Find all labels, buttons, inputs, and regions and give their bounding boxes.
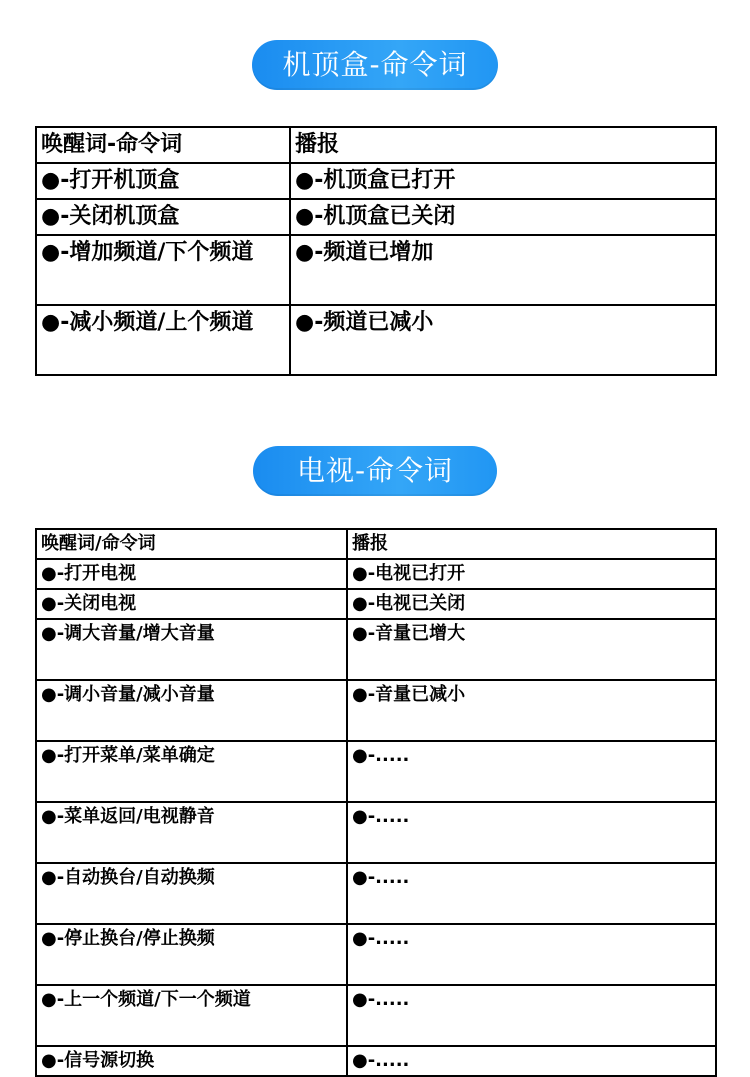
table-row bbox=[36, 741, 716, 802]
command-cell: ●-停止换台/停止换频 bbox=[36, 924, 347, 985]
broadcast-cell: ●-频道已减小 bbox=[290, 305, 716, 375]
header-cell-command: 唤醒词/命令词 bbox=[36, 529, 347, 559]
command-cell: ●-打开电视 bbox=[36, 559, 347, 589]
broadcast-cell: ●-机顶盒已打开 bbox=[290, 163, 716, 199]
broadcast-cell: ●-..... bbox=[347, 924, 716, 985]
table-header-row bbox=[36, 529, 716, 559]
command-cell: ●-减小频道/上个频道 bbox=[36, 305, 290, 375]
command-cell: ●-打开菜单/菜单确定 bbox=[36, 741, 347, 802]
broadcast-cell: ●-..... bbox=[347, 985, 716, 1046]
broadcast-cell: ●-..... bbox=[347, 802, 716, 863]
section-title-set-top-box: 机顶盒-命令词 bbox=[252, 40, 498, 90]
table-row bbox=[36, 863, 716, 924]
command-cell: ●-自动换台/自动换频 bbox=[36, 863, 347, 924]
header-cell-broadcast: 播报 bbox=[347, 529, 716, 559]
broadcast-cell: ●-频道已增加 bbox=[290, 235, 716, 305]
table-row bbox=[36, 619, 716, 680]
command-cell: ●-上一个频道/下一个频道 bbox=[36, 985, 347, 1046]
broadcast-cell: ●-机顶盒已关闭 bbox=[290, 199, 716, 235]
section-title-tv: 电视-命令词 bbox=[253, 446, 497, 496]
table-row bbox=[36, 559, 716, 589]
command-cell: ●-调大音量/增大音量 bbox=[36, 619, 347, 680]
table-row bbox=[36, 802, 716, 863]
table-row bbox=[36, 1046, 716, 1076]
broadcast-cell: ●-..... bbox=[347, 863, 716, 924]
header-cell-command: 唤醒词-命令词 bbox=[36, 127, 290, 163]
broadcast-cell: ●-音量已增大 bbox=[347, 619, 716, 680]
tv-command-table bbox=[35, 528, 717, 1077]
table-row bbox=[36, 924, 716, 985]
table-row bbox=[36, 985, 716, 1046]
broadcast-cell: ●-..... bbox=[347, 741, 716, 802]
header-cell-broadcast: 播报 bbox=[290, 127, 716, 163]
command-cell: ●-信号源切换 bbox=[36, 1046, 347, 1076]
table-row bbox=[36, 680, 716, 741]
broadcast-cell: ●-电视已关闭 bbox=[347, 589, 716, 619]
broadcast-cell: ●-..... bbox=[347, 1046, 716, 1076]
set-top-box-command-table bbox=[35, 126, 717, 376]
broadcast-cell: ●-电视已打开 bbox=[347, 559, 716, 589]
command-cell: ●-增加频道/下个频道 bbox=[36, 235, 290, 305]
table-row bbox=[36, 235, 716, 305]
table-row bbox=[36, 199, 716, 235]
command-cell: ●-打开机顶盒 bbox=[36, 163, 290, 199]
command-cell: ●-调小音量/减小音量 bbox=[36, 680, 347, 741]
command-cell: ●-菜单返回/电视静音 bbox=[36, 802, 347, 863]
command-cell: ●-关闭机顶盒 bbox=[36, 199, 290, 235]
table-row bbox=[36, 589, 716, 619]
table-header-row bbox=[36, 127, 716, 163]
broadcast-cell: ●-音量已减小 bbox=[347, 680, 716, 741]
command-cell: ●-关闭电视 bbox=[36, 589, 347, 619]
table-row bbox=[36, 163, 716, 199]
table-row bbox=[36, 305, 716, 375]
